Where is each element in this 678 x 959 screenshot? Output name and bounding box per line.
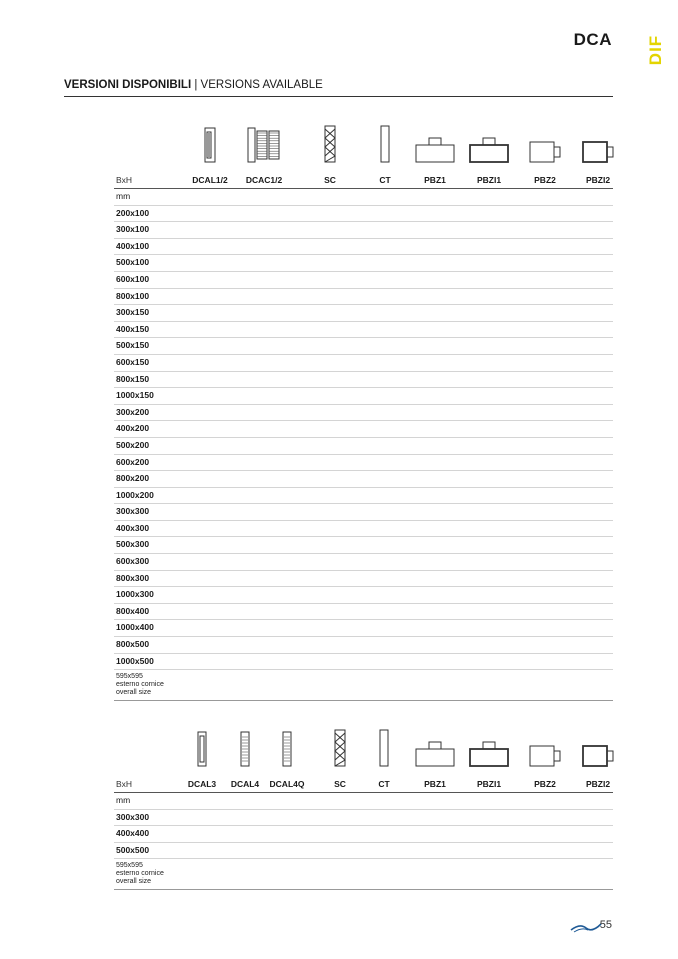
column-header: PBZ2: [534, 779, 556, 789]
versions-table-2: [114, 728, 613, 890]
plenum-top-icon: [415, 137, 455, 168]
column-header: PBZI1: [476, 175, 502, 185]
table-row: 300x100: [114, 222, 613, 239]
plenum-side-icon: [529, 141, 561, 168]
grille-narrow-icon: [197, 731, 207, 772]
column-header: CT: [379, 175, 391, 185]
plenum-side-insulated-icon: [582, 141, 614, 168]
plenum-side-icon: [529, 745, 561, 772]
overall-size-note: [114, 670, 613, 700]
column-header: CT: [378, 779, 390, 789]
column-header: SC: [334, 779, 346, 789]
damper-icon: [334, 729, 346, 772]
side-tab-label: DIF: [646, 34, 665, 66]
table-row: 400x300: [114, 521, 613, 538]
grille-double-icon: [247, 127, 281, 168]
table-header: [114, 172, 613, 189]
frame-icon: [380, 125, 390, 168]
column-header: PBZ1: [424, 779, 446, 789]
table-row: 400x150: [114, 322, 613, 339]
grille-4way-icon: [240, 731, 250, 772]
table-row: 600x100: [114, 272, 613, 289]
column-header: PBZ2: [534, 175, 556, 185]
grille-4way-square-icon: [282, 731, 292, 772]
table-row: 800x400: [114, 604, 613, 621]
table-row: 400x400: [114, 826, 613, 843]
damper-icon: [324, 125, 336, 168]
table-row: 800x200: [114, 471, 613, 488]
table-row: 400x200: [114, 421, 613, 438]
column-header: PBZI1: [476, 779, 502, 789]
table-row: 200x100: [114, 206, 613, 223]
note-line: esterno cornice: [116, 681, 164, 689]
unit-row: mm: [114, 189, 613, 206]
table-row: 400x100: [114, 239, 613, 256]
unit-row: mm: [114, 793, 613, 810]
table-row: 300x200: [114, 405, 613, 422]
column-header: DCAL4: [230, 779, 260, 789]
note-line: 595x595: [116, 673, 143, 681]
plenum-top-insulated-icon: [469, 137, 509, 168]
table-row: 500x150: [114, 338, 613, 355]
table-row: 600x300: [114, 554, 613, 571]
wave-logo-icon: [570, 921, 602, 933]
table-row: 300x150: [114, 305, 613, 322]
frame-icon: [379, 729, 389, 772]
table-row: 600x150: [114, 355, 613, 372]
icon-row: [114, 728, 613, 776]
table-row: 300x300: [114, 810, 613, 827]
table-row: 500x300: [114, 537, 613, 554]
table-row: 1000x200: [114, 488, 613, 505]
note-line: overall size: [116, 877, 152, 885]
icon-row: [114, 124, 613, 172]
versions-table-1: [114, 124, 613, 701]
column-header: PBZI2: [585, 779, 611, 789]
column-header: PBZI2: [585, 175, 611, 185]
side-tab: [646, 30, 666, 70]
table-row: 1000x300: [114, 587, 613, 604]
column-header: DCAC1/2: [245, 175, 283, 185]
header-bxh: BxH: [116, 175, 133, 185]
section-title: [64, 79, 323, 91]
grille-single-icon: [203, 127, 217, 168]
table-row: 500x100: [114, 255, 613, 272]
column-header: DCAL3: [187, 779, 217, 789]
table-row: 800x300: [114, 571, 613, 588]
plenum-side-insulated-icon: [582, 745, 614, 772]
table-row: 1000x400: [114, 620, 613, 637]
table-row: 300x300: [114, 504, 613, 521]
table-row: 500x200: [114, 438, 613, 455]
table-row: 500x500: [114, 843, 613, 860]
table-row: 1000x500: [114, 654, 613, 671]
page-number: 55: [599, 919, 612, 931]
column-header: SC: [324, 175, 336, 185]
note-line: 595x595: [116, 862, 143, 870]
table-row: 600x200: [114, 455, 613, 472]
table-row: 800x500: [114, 637, 613, 654]
note-line: esterno cornice: [116, 870, 164, 878]
note-line: overall size: [116, 688, 152, 696]
table-header: [114, 776, 613, 793]
table-row: 800x150: [114, 372, 613, 389]
overall-size-note: [114, 859, 613, 889]
product-code: DCA: [573, 30, 612, 49]
table-row: 800x100: [114, 289, 613, 306]
table-row: 1000x150: [114, 388, 613, 405]
column-header: DCAL1/2: [192, 175, 228, 185]
column-header: PBZ1: [424, 175, 446, 185]
column-header: DCAL4Q: [269, 779, 305, 789]
section-title-bold: VERSIONI DISPONIBILI: [64, 79, 192, 91]
header-bxh: BxH: [116, 779, 133, 789]
plenum-top-icon: [415, 741, 455, 772]
plenum-top-insulated-icon: [469, 741, 509, 772]
title-divider: [64, 96, 613, 97]
section-title-rest: | VERSIONS AVAILABLE: [191, 79, 323, 91]
